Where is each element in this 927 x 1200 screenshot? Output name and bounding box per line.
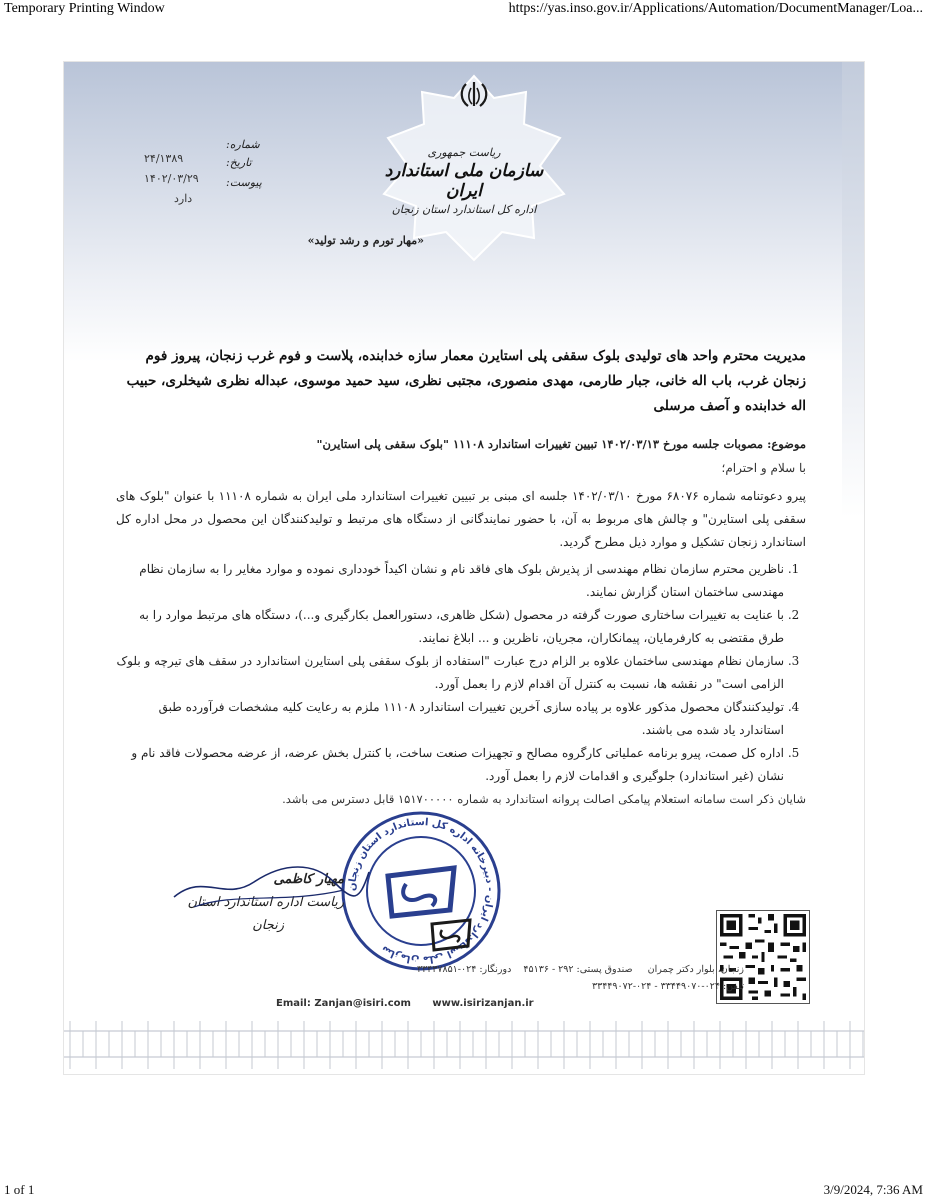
subject-line: موضوع: مصوبات جلسه مورخ ۱۴۰۲/۰۳/۱۳ تبیین تغییرات استاندارد ۱۱۱۰۸ "بلوک سقفی پلی استایرن" bbox=[316, 437, 806, 451]
decorative-border bbox=[64, 1017, 864, 1074]
letterhead-title bbox=[364, 146, 564, 216]
signer-name: مهیار کاظمی bbox=[273, 872, 344, 887]
standard-logo-icon bbox=[388, 868, 454, 916]
page-url: https://yas.inso.gov.ir/Applications/Automation/DocumentManager/Loa... bbox=[508, 1, 923, 16]
signer-title: ریاست اداره استاندارد استان bbox=[187, 895, 344, 910]
list-item: 2. با عنایت به تغییرات ساختاری صورت گرفته در محصول (شکل ظاهری، دستورالعمل بکارگیری و...)، دستگاه های مرتبط موارد را به طرق مقتضی به کارفرمایان، پیمانکاران، مجریان، ناظرین و ... ابلاغ نمایند. bbox=[116, 604, 784, 650]
department-name: اداره کل استاندارد استان زنجان bbox=[391, 203, 537, 216]
addressee: مدیریت محترم واحد های تولیدی بلوک سقفی پلی استایرن معمار سازه خدابنده، پلاست و فوم غرب زنجان، پیروز فوم زنجان غرب، باب اله خانی، جبار طارمی، مهدی منصوری، مجتبی نظری، سید حمید موسوی، عبداله نظری شیخلری، حبیب اله خدابنده و آصف مرسلی bbox=[126, 348, 806, 414]
seal-ring-text: سازمان ملی استاندارد ایران - دبیرخانه اداره کل استاندارد استان زنجان bbox=[346, 816, 496, 966]
list-item: 5. اداره کل صمت، پیرو برنامه عملیاتی کارگروه مصالح و تجهیزات صنعت ساخت، با کنترل بخش عرضه، از عرضه محصولات فاقد نام و نشان (غیر استاندارد) جلوگیری و اقدامات لازم را بعمل آورد. bbox=[116, 742, 784, 788]
number-label: شماره: bbox=[226, 138, 260, 151]
letter-footer bbox=[264, 964, 744, 1009]
signer-city: زنجان bbox=[252, 918, 284, 933]
footer-website: www.isirizanjan.ir bbox=[432, 998, 534, 1009]
date-value: ۱۴۰۲/۰۳/۲۹ bbox=[144, 172, 199, 185]
footer-pobox: صندوق پستی: ۲۹۲ - ۴۵۱۳۶ bbox=[523, 964, 633, 975]
motto: «مهار تورم و رشد تولید» bbox=[307, 234, 424, 247]
closing-note: شایان ذکر است سامانه استعلام پیامکی اصالت پروانه استاندارد به شماره ۱۵۱۷۰۰۰۰۰ قابل دسترس می باشد. bbox=[282, 792, 806, 806]
footer-email: Email: Zanjan@isiri.com bbox=[276, 998, 411, 1009]
isiri-logo-icon bbox=[426, 914, 476, 956]
page-number: 1 of 1 bbox=[4, 1182, 35, 1197]
window-title: Temporary Printing Window bbox=[4, 1, 165, 16]
letter-body bbox=[116, 344, 806, 806]
resolution-list bbox=[116, 558, 806, 788]
presidency-label: ریاست جمهوری bbox=[427, 146, 501, 159]
footer-address: زنجان، بلوار دکتر چمران bbox=[647, 964, 744, 975]
print-footer bbox=[0, 1180, 927, 1200]
intro-paragraph: پیرو دعوتنامه شماره ۶۸۰۷۶ مورخ ۱۴۰۲/۰۳/۱۰ جلسه ای مبنی بر تبیین تغییرات استاندارد ملی ایران به شماره ۱۱۱۰۸ با عنوان "بلوک های سقفی پلی استایرن" و چالش های مربوط به آن، با حضور نمایندگانی از دستگاه های مرتبط و تولیدکنندگان این محصول در محل اداره کل استاندارد زنجان تشکیل و موارد ذیل مطرح گردید. bbox=[116, 489, 807, 549]
organization-name: سازمان ملی استاندارد ایران bbox=[384, 161, 544, 201]
list-item: 3. سازمان نظام مهندسی ساختمان علاوه بر الزام درج عبارت "استفاده از بلوک سقفی پلی استایرن استاندارد در سقف های تیرچه و بلوک الزامی است" در نقشه ها، نسبت به کنترل آن اقدام لازم را بعمل آورد. bbox=[116, 650, 784, 696]
number-value: ۲۴/۱۳۸۹ bbox=[144, 152, 184, 165]
print-header bbox=[0, 0, 927, 20]
attachment-value: دارد bbox=[174, 192, 193, 205]
attachment-label: پیوست: bbox=[226, 176, 262, 189]
greeting: با سلام و احترام؛ bbox=[721, 461, 806, 475]
sky-edge bbox=[842, 62, 864, 1074]
footer-fax: دورنگار: ۰۲۴-۳۳۴۳۷۸۵۱ bbox=[416, 964, 512, 975]
print-datetime: 3/9/2024, 7:36 AM bbox=[823, 1182, 923, 1197]
list-item: 4. تولیدکنندگان محصول مذکور علاوه بر پیاده سازی آخرین تغییرات استاندارد ۱۱۱۰۸ ملزم به رعایت کلیه مشخصات فرآورده طبق استاندارد یاد شده می باشند. bbox=[116, 696, 784, 742]
list-item: 1. ناظرین محترم سازمان نظام مهندسی از پذیرش بلوک های فاقد نام و نشان اکیداً خودداری نموده و موارد مغایر را به سازمان نظام مهندسی ساختمان استان گزارش نمایند. bbox=[116, 558, 784, 604]
handwritten-signature-icon bbox=[164, 852, 374, 912]
date-label: تاریخ: bbox=[226, 156, 252, 169]
footer-phone: تلفن: ۰۲۴-۳۳۴۴۹۰۷۰ - ۰۲۴-۳۳۴۴۹۰۷۲ bbox=[591, 981, 744, 992]
letter-meta bbox=[134, 130, 264, 220]
letter-page bbox=[64, 62, 864, 1074]
